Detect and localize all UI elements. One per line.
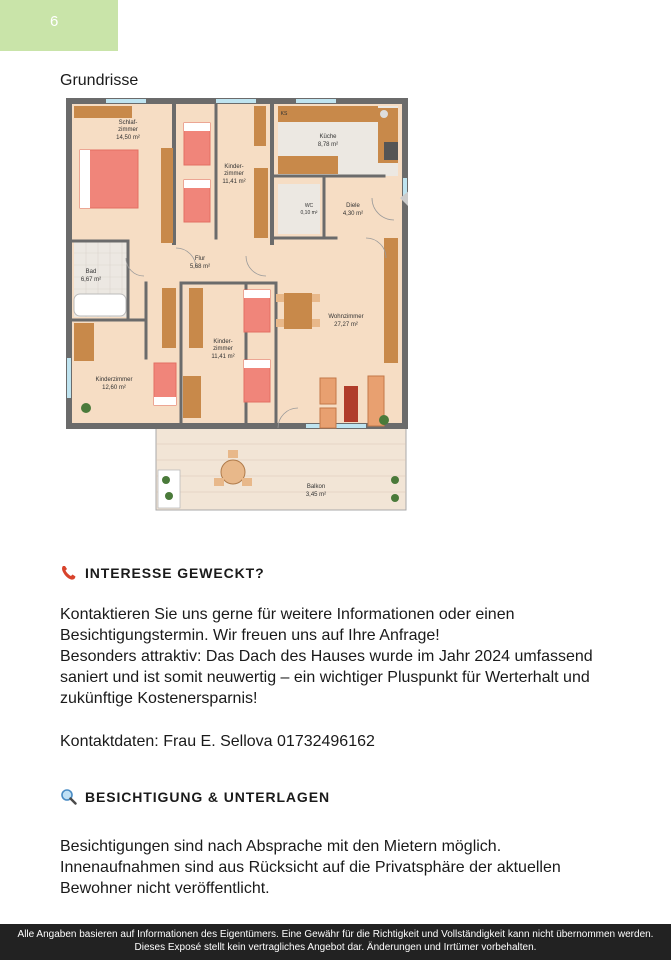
room-label-kinderzimmer-2: Kinder-: [213, 339, 233, 345]
room-area-kinderzimmer-3: 12,60 m²: [102, 385, 126, 391]
contact-line: Besichtigungstermin. Wir freuen uns auf Ihre Anfrage!: [60, 627, 440, 644]
viewing-line: Bewohner nicht veröffentlicht.: [60, 880, 270, 897]
room-area-wohnzimmer: 27,27 m²: [334, 322, 358, 328]
svg-text:zimmer: zimmer: [224, 171, 244, 177]
contact-line: Kontaktieren Sie uns gerne für weitere Informationen oder einen: [60, 606, 515, 623]
contact-heading-text: INTERESSE GEWECKT?: [85, 564, 265, 581]
room-area-kinderzimmer-1: 11,41 m²: [222, 179, 246, 185]
disclaimer-line-2: Dieses Exposé stellt kein vertragliches Angebot dar. Änderungen und Irrtümer vorbehalten.: [134, 941, 537, 953]
room-area-flur: 5,68 m²: [189, 264, 211, 270]
room-label-bad: Bad: [85, 269, 97, 275]
contact-line: zukünftige Kostenersparnis!: [60, 690, 258, 707]
room-tag-ks: KS: [280, 111, 288, 117]
room-area-bad: 6,67 m²: [80, 277, 102, 283]
page-number-badge: [0, 0, 118, 51]
contact-line: saniert und ist somit neuwertig – ein wichtiger Pluspunkt für Werterhalt und: [60, 669, 590, 686]
viewing-paragraph: [60, 836, 640, 899]
room-label-kueche: Küche: [319, 134, 337, 140]
viewing-heading: [60, 788, 330, 805]
room-label-kinderzimmer-1: Kinder-: [224, 164, 244, 170]
page-number: 6: [50, 13, 59, 30]
room-label-balkon: Balkon: [306, 484, 326, 490]
contact-paragraph: [60, 604, 640, 709]
room-label-kinderzimmer-3: Kinderzimmer: [95, 377, 133, 383]
disclaimer-footer: [0, 924, 671, 960]
room-area-balkon: 3,45 m²: [305, 492, 327, 498]
floor-plan: [66, 98, 408, 512]
room-area-schlafzimmer: 14,50 m²: [116, 135, 140, 141]
telephone-icon: [60, 564, 77, 581]
room-area-wc: 0,10 m²: [300, 210, 318, 216]
floor-plan-drawing: [66, 98, 408, 512]
section-title-grundrisse: Grundrisse: [60, 72, 139, 89]
room-area-kueche: 8,78 m²: [317, 142, 339, 148]
svg-text:zimmer: zimmer: [213, 346, 233, 352]
room-label-schlafzimmer: Schlaf-: [118, 120, 138, 126]
viewing-line: Besichtigungen sind nach Absprache mit den Mietern möglich.: [60, 838, 502, 855]
magnifier-icon: [60, 788, 77, 805]
room-label-diele: Diele: [346, 203, 360, 209]
viewing-heading-text: BESICHTIGUNG & UNTERLAGEN: [85, 788, 330, 805]
svg-text:zimmer: zimmer: [118, 127, 138, 133]
room-label-flur: Flur: [194, 256, 206, 262]
contact-heading: [60, 564, 265, 581]
contact-details: Kontaktdaten: Frau E. Sellova 01732496162: [60, 733, 375, 750]
viewing-line: Innenaufnahmen sind aus Rücksicht auf die Privatsphäre der aktuellen: [60, 859, 561, 876]
room-area-kinderzimmer-2: 11,41 m²: [211, 354, 235, 360]
contact-line: Besonders attraktiv: Das Dach des Hauses wurde im Jahr 2024 umfassend: [60, 648, 593, 665]
room-area-diele: 4,30 m²: [342, 211, 364, 217]
disclaimer-line-1: Alle Angaben basieren auf Informationen des Eigentümers. Eine Gewähr für die Richtigkeit und Vollständigkeit kann nicht übernommen werden.: [17, 929, 654, 940]
room-label-wohnzimmer: Wohnzimmer: [328, 314, 364, 320]
room-label-wc: WC: [304, 203, 314, 209]
